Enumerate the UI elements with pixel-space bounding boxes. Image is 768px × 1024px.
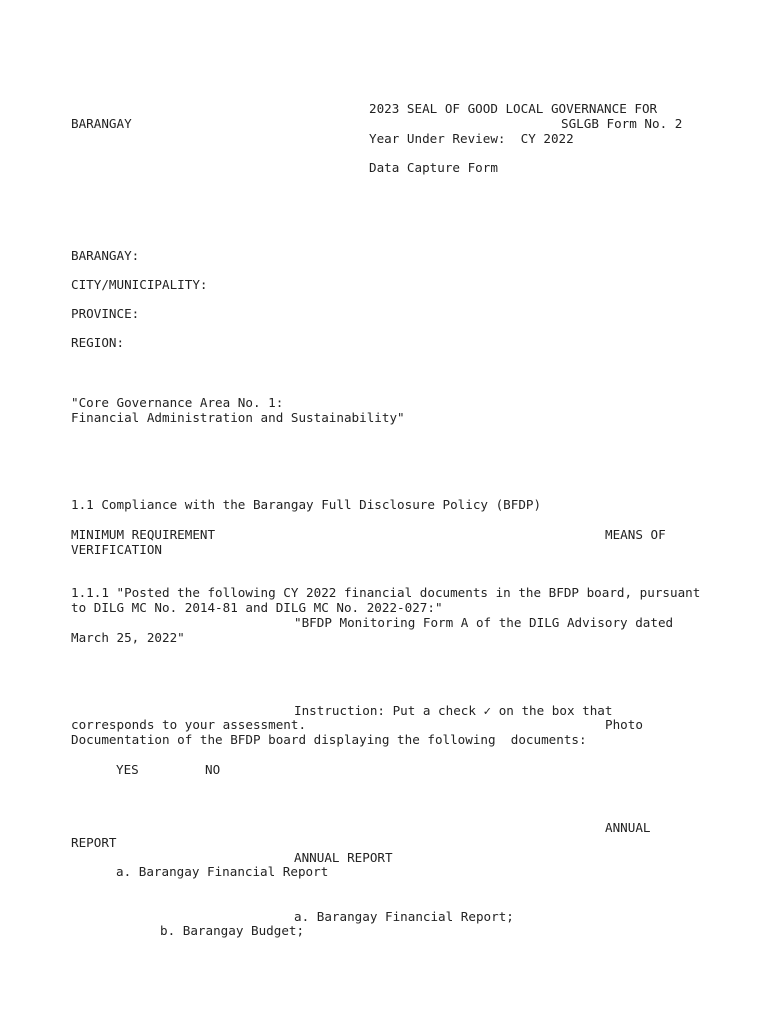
form-reference-line-2: March 25, 2022"	[71, 630, 185, 645]
barangay-budget-item: b. Barangay Budget;	[160, 923, 305, 938]
barangay-field-label: BARANGAY:	[71, 248, 140, 263]
annual-word: ANNUAL	[605, 820, 651, 835]
annual-report-heading: ANNUAL REPORT	[294, 850, 393, 865]
means-of-verification-heading: MEANS OF	[605, 527, 666, 542]
region-field-label: REGION:	[71, 335, 125, 350]
photo-label: Photo	[605, 717, 643, 732]
yes-option[interactable]: YES	[116, 762, 139, 777]
sub-indicator-line-1: 1.1.1 "Posted the following CY 2022 financial documents in the BFDP board, pursuant	[71, 585, 701, 600]
governance-area-line-2: Financial Administration and Sustainability"	[71, 410, 405, 425]
form-reference-line-1: "BFDP Monitoring Form A of the DILG Advisory dated	[294, 615, 674, 630]
financial-report-item-left: a. Barangay Financial Report	[116, 864, 329, 879]
indicator-title: 1.1 Compliance with the Barangay Full Disclosure Policy (BFDP)	[71, 497, 542, 512]
form-number: SGLGB Form No. 2	[561, 116, 683, 131]
instruction-line-1: Instruction: Put a check ✓ on the box that	[294, 703, 613, 718]
no-option[interactable]: NO	[205, 762, 221, 777]
city-municipality-field-label: CITY/MUNICIPALITY:	[71, 277, 208, 292]
instruction-line-2: corresponds to your assessment.	[71, 717, 307, 732]
documentation-line: Documentation of the BFDP board displaying the following documents:	[71, 732, 587, 747]
form-name: Data Capture Form	[369, 160, 498, 175]
province-field-label: PROVINCE:	[71, 306, 140, 321]
financial-report-item-right: a. Barangay Financial Report;	[294, 909, 514, 924]
governance-area-line-1: "Core Governance Area No. 1:	[71, 395, 284, 410]
year-under-review: Year Under Review: CY 2022	[369, 131, 574, 146]
seal-title: 2023 SEAL OF GOOD LOCAL GOVERNANCE FOR	[369, 101, 658, 116]
barangay-header-label: BARANGAY	[71, 116, 132, 131]
report-word: REPORT	[71, 835, 117, 850]
minimum-requirement-heading: MINIMUM REQUIREMENT	[71, 527, 216, 542]
sub-indicator-line-2: to DILG MC No. 2014-81 and DILG MC No. 2022-027:"	[71, 600, 443, 615]
verification-heading-continued: VERIFICATION	[71, 542, 162, 557]
